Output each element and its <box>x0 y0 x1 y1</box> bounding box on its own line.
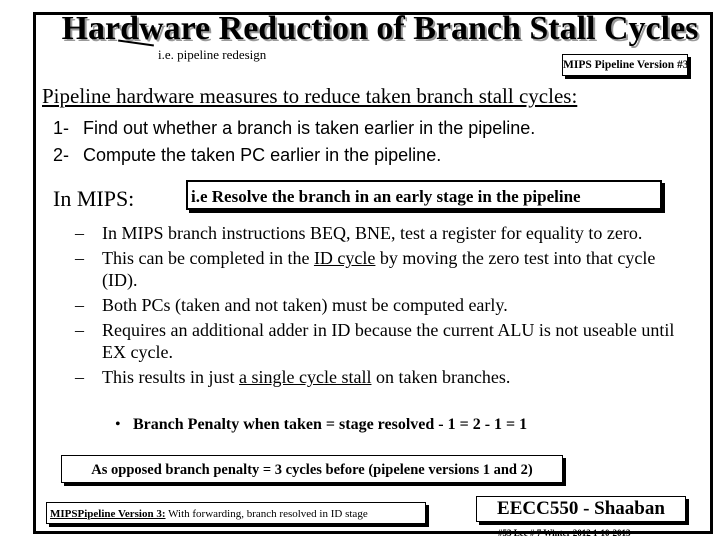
bullet-list <box>75 222 695 391</box>
item-number: 1- <box>53 118 70 138</box>
bullet-text: Both PCs (taken and not taken) must be computed early. <box>102 295 508 315</box>
dash-bullet-icon: – <box>75 320 84 340</box>
footer-text: With forwarding, branch resolved in ID stage <box>165 508 368 520</box>
course-box: EECC550 - Shaaban <box>476 496 686 522</box>
version-tag: MIPS Pipeline Version #3 <box>562 54 688 76</box>
slide-title: Hardware Reduction of Branch Stall Cycles <box>61 10 699 47</box>
slide-subtitle: i.e. pipeline redesign <box>158 47 267 62</box>
bullet-text: In MIPS branch instructions BEQ, BNE, test a register for equality to zero. <box>102 223 643 243</box>
underlined-term: a single cycle stall <box>239 367 372 387</box>
bullet-item <box>75 247 695 291</box>
underlined-term: ID cycle <box>313 248 376 268</box>
section-heading: Pipeline hardware measures to reduce taken branch stall cycles: <box>42 84 578 108</box>
bullet-text: on taken branches. <box>371 367 511 387</box>
branch-penalty-text: Branch Penalty when taken = stage resolved - 1 = 2 - 1 = 1 <box>133 416 528 433</box>
lecture-info: #53 Lec # 7 Winter 2012 1-10-2013 <box>498 528 631 538</box>
bullet-text: by moving the zero test into that cycle (ID). <box>102 248 656 290</box>
resolve-note-box: i.e Resolve the branch in an early stage in the pipeline <box>186 180 662 210</box>
footer-label: MIPSPipeline Version 3: <box>50 508 166 520</box>
bullet-item <box>75 366 695 388</box>
dash-bullet-icon: – <box>75 248 84 268</box>
branch-penalty-note <box>115 416 527 434</box>
dot-bullet-icon: • <box>115 416 121 433</box>
dash-bullet-icon: – <box>75 295 84 315</box>
numbered-item-2 <box>53 145 441 166</box>
dash-bullet-icon: – <box>75 367 84 387</box>
bullet-text: This results in just <box>102 367 240 387</box>
bullet-item <box>75 319 695 363</box>
opposed-note-box: As opposed branch penalty = 3 cycles before (pipelene versions 1 and 2) <box>61 455 563 483</box>
item-text: Find out whether a branch is taken earlier in the pipeline. <box>83 118 536 138</box>
bullet-item <box>75 294 695 316</box>
item-text: Compute the taken PC earlier in the pipeline. <box>83 145 442 165</box>
bullet-text: This can be completed in the <box>102 248 314 268</box>
bullet-item <box>75 222 695 244</box>
numbered-item-1 <box>53 118 535 139</box>
dash-bullet-icon: – <box>75 223 84 243</box>
footer-note-box <box>46 502 426 524</box>
item-number: 2- <box>53 145 70 165</box>
in-mips-label: In MIPS: <box>53 186 135 211</box>
bullet-text: Requires an additional adder in ID because the current ALU is not useable until EX cycle. <box>102 320 675 362</box>
